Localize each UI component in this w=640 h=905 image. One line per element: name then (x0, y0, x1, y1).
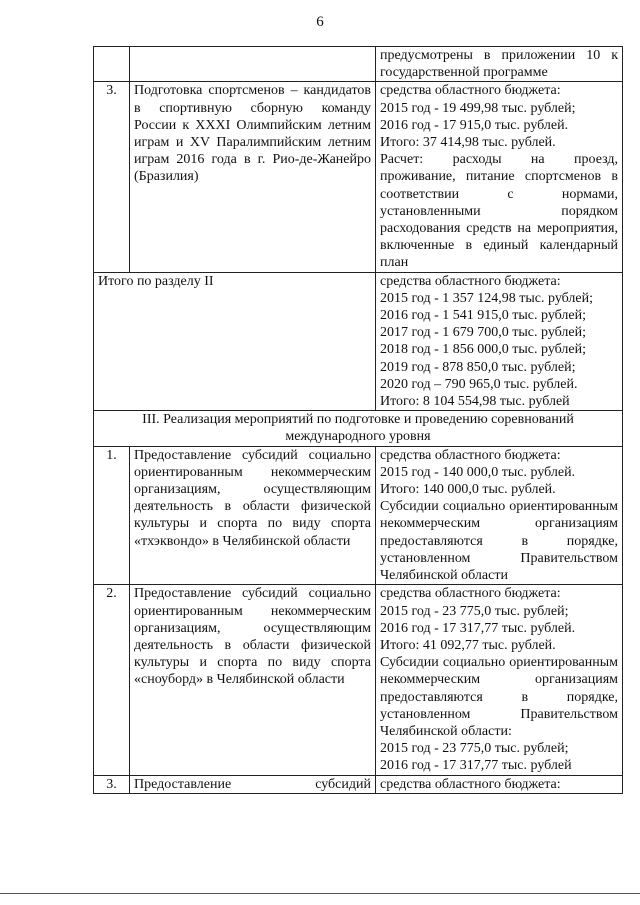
funding-line: Итого: 140 000,0 тыс. рублей. (380, 482, 556, 498)
activity-name-cell (130, 775, 376, 793)
activity-name: Предоставление субсидий социально ориентированным некоммерческим организациям, осуществляющим деятельность в области физической культуры и спорта по виду спорта «сноуборд» в Челябинской области (130, 585, 376, 775)
activity-name: Предоставление субсидий (134, 776, 371, 792)
row-number: 2. (94, 585, 130, 775)
funding-line: средства областного бюджета: (380, 776, 561, 792)
table-row (94, 272, 623, 411)
table-row (94, 775, 623, 793)
funding-line: средства областного бюджета: (380, 83, 561, 99)
row-number: 3. (94, 82, 130, 272)
funding-line: Итого: 37 414,98 тыс. рублей. (380, 135, 556, 151)
funding-cell (376, 775, 623, 793)
funding-cell (376, 585, 623, 775)
funding-line: средства областного бюджета: (380, 273, 561, 289)
table-row (94, 585, 623, 775)
section-total-label: Итого по разделу II (94, 272, 376, 411)
funding-line: 2016 год - 1 541 915,0 тыс. рублей; (380, 308, 587, 324)
funding-cell (376, 47, 623, 82)
funding-line: 2017 год - 1 679 700,0 тыс. рублей; (380, 325, 587, 341)
funding-line: 2015 год - 19 499,98 тыс. рублей; (380, 100, 576, 116)
row-number (94, 47, 130, 82)
funding-line: предусмотрены в приложении 10 к (380, 48, 618, 63)
funding-line: 2019 год - 878 850,0 тыс. рублей; (380, 359, 576, 375)
activity-name: Предоставление субсидий социально ориентированным некоммерческим организациям, осуществляющим деятельность в области физической культуры и спорта по виду спорта «тхэквондо» в Челябинской области (130, 446, 376, 585)
section-header: III. Реализация мероприятий по подготовке и проведению соревнований международного уровня (94, 411, 623, 446)
funding-line: 2020 год – 790 965,0 тыс. рублей. (380, 376, 578, 392)
funding-line: 2015 год - 23 775,0 тыс. рублей; (380, 741, 569, 757)
table-row (94, 446, 623, 585)
funding-line: Итого: 41 092,77 тыс. рублей. (380, 637, 556, 653)
funding-cell (376, 272, 623, 411)
activity-name (130, 47, 376, 82)
funding-line: 2018 год - 1 856 000,0 тыс. рублей; (380, 342, 587, 358)
funding-note: Субсидии социально ориентированным некоммерческим организациям предоставляются в порядке, установленном Правительством Челябинской области (380, 499, 618, 584)
table-row (94, 82, 623, 272)
activity-name: Подготовка спортсменов – кандидатов в спортивную сборную команду России к XXXI Олимпийским летним играм и XV Паралимпийским летним играм 2016 года в г. Рио-де-Жанейро (Бразилия) (130, 82, 376, 272)
funding-line: 2016 год - 17 317,77 тыс. рублей. (380, 620, 576, 636)
funding-cell (376, 82, 623, 272)
table-row (94, 47, 623, 82)
funding-line: 2015 год - 1 357 124,98 тыс. рублей; (380, 290, 594, 306)
row-number: 3. (94, 775, 130, 793)
funding-line: Итого: 8 104 554,98 тыс. рублей (380, 394, 570, 410)
page-number: 6 (316, 14, 324, 30)
funding-line: 2016 год - 17 317,77 тыс. рублей (380, 758, 572, 774)
funding-line: 2015 год - 23 775,0 тыс. рублей; (380, 603, 569, 619)
footer-divider (0, 893, 640, 894)
funding-line: 2016 год - 17 915,0 тыс. рублей. (380, 117, 569, 133)
program-table (93, 46, 623, 794)
funding-line: средства областного бюджета: (380, 447, 561, 463)
section-header-row (94, 411, 623, 446)
funding-line: средства областного бюджета: (380, 586, 561, 602)
row-number: 1. (94, 446, 130, 585)
funding-line: государственной программе (380, 65, 548, 81)
funding-note: Расчет: расходы на проезд, проживание, питание спортсменов в соответствии с нормами, установленными порядком расходования средств на мероприятия, включенные в единый календарный план (380, 152, 618, 271)
funding-note: Субсидии социально ориентированным некоммерческим организациям предоставляются в порядке, установленном Правительством Челябинской области: (380, 655, 618, 739)
funding-cell (376, 446, 623, 585)
funding-line: 2015 год - 140 000,0 тыс. рублей. (380, 464, 576, 480)
